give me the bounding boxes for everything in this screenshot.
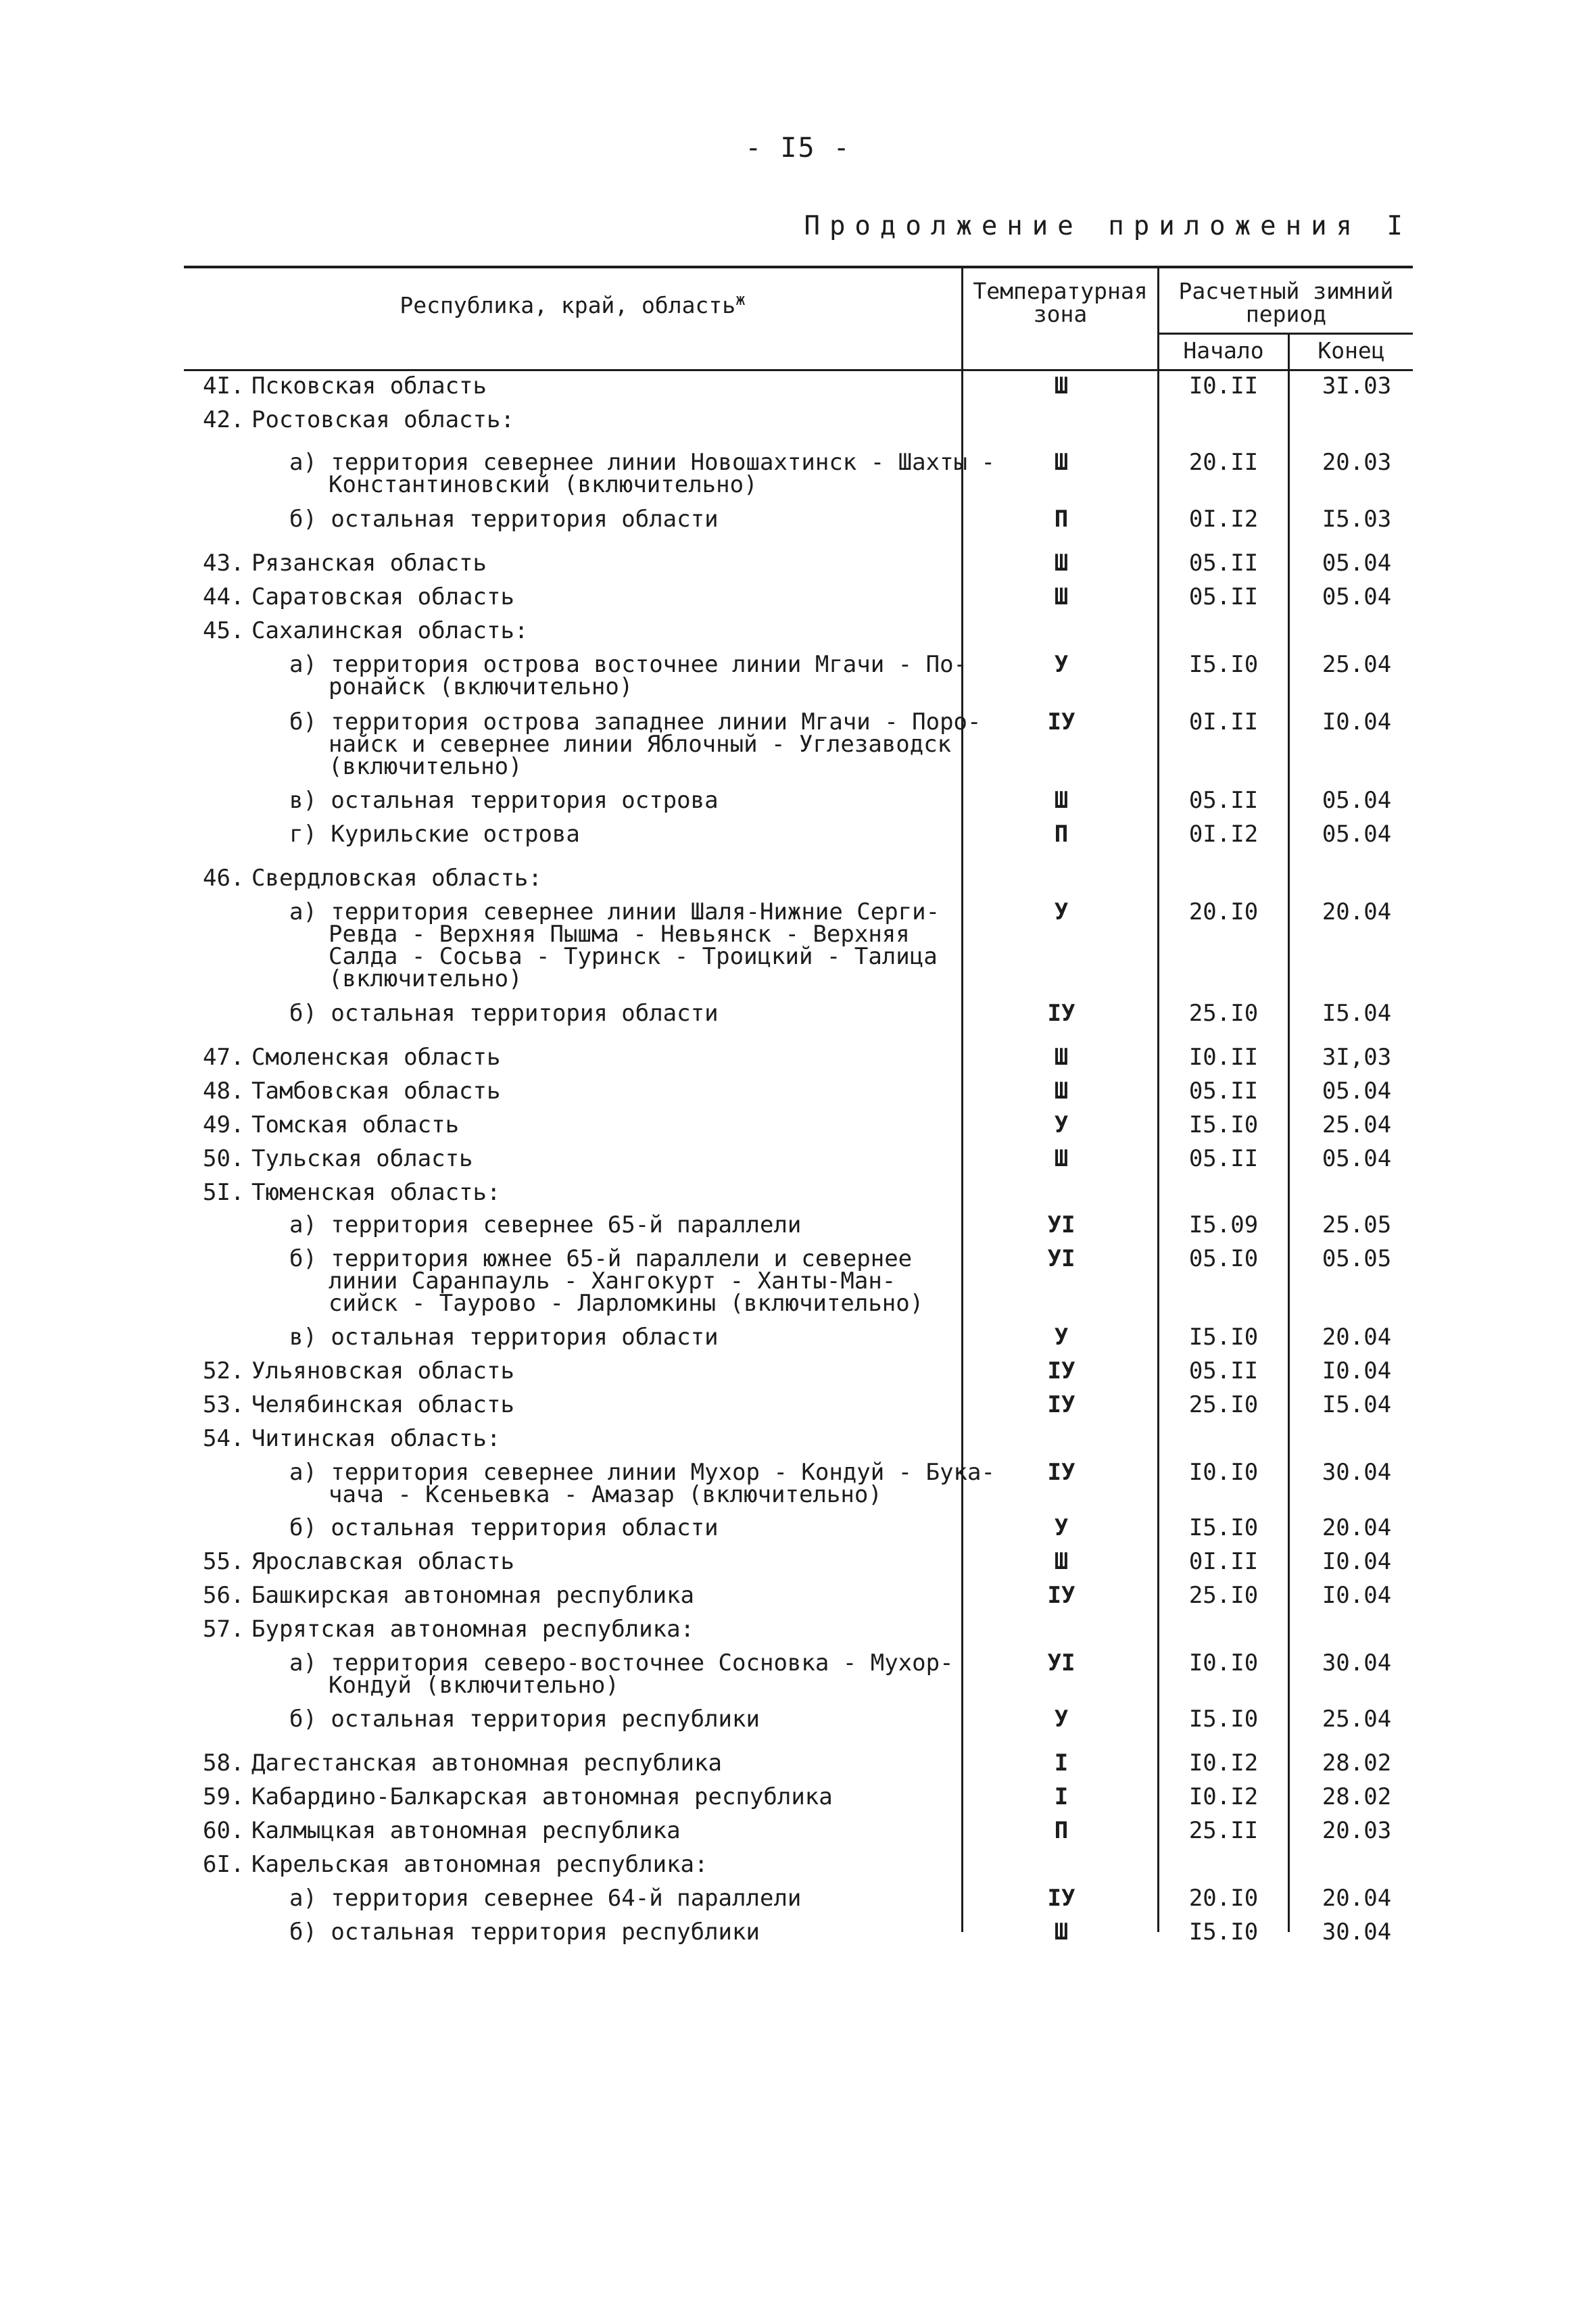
start-date: 20.I0 (1188, 1885, 1259, 1912)
subregion-name (289, 898, 965, 992)
region-name: Ульяновская область (251, 1357, 514, 1384)
subregion-line: Кондуй (включительно) (329, 1672, 619, 1699)
row-number: 50. (203, 1145, 245, 1172)
zone-value: У (1054, 1324, 1069, 1351)
start-date: 05.II (1188, 787, 1259, 814)
end-date: 30.04 (1322, 1649, 1392, 1677)
start-date: I5.09 (1188, 1211, 1259, 1238)
start-date: I5.I0 (1188, 651, 1259, 678)
start-date: I0.I0 (1188, 1459, 1259, 1486)
row-number: 42. (203, 406, 245, 433)
start-date: I0.I2 (1188, 1783, 1259, 1810)
subregion-line: сийск - Таурово - Ларломкины (включительно) (329, 1290, 924, 1317)
page-number: - I5 - (745, 132, 851, 164)
header-region (184, 288, 961, 317)
region-name: Тамбовская область (251, 1078, 501, 1105)
subregion-name (289, 1649, 965, 1699)
start-date: 05.II (1188, 1145, 1259, 1172)
end-date: 05.04 (1322, 787, 1392, 814)
subregion-line: б) территория южнее 65-й параллели и севернее (289, 1245, 913, 1272)
end-date: 20.04 (1322, 1324, 1392, 1351)
row-number: 47. (203, 1044, 245, 1071)
subregion-line: (включительно) (329, 965, 523, 992)
subregion-line: б) остальная территория области (289, 1000, 719, 1027)
subregion-line: Салда - Сосьва - Туринск - Троицкий - Талица (329, 943, 938, 970)
end-date: 20.04 (1322, 1885, 1392, 1912)
header-start: Начало (1183, 337, 1264, 364)
end-date: 3I.03 (1322, 372, 1392, 400)
region-name: Рязанская область (251, 550, 487, 577)
region-name: Дагестанская автономная республика (251, 1750, 722, 1777)
region-name: Читинская область: (251, 1425, 501, 1452)
region-name: Смоленская область (251, 1044, 501, 1071)
end-date: 25.04 (1322, 651, 1392, 678)
start-date: I5.I0 (1188, 1706, 1259, 1733)
row-number: 4I. (203, 372, 245, 400)
row-number: 59. (203, 1783, 245, 1810)
region-name: Бурятская автономная республика: (251, 1616, 695, 1643)
zone-value: У (1054, 898, 1069, 925)
zone-value: П (1054, 506, 1069, 533)
header-region-mark: ж (735, 290, 746, 309)
region-name: Сахалинская область: (251, 617, 529, 644)
subregion-name (289, 1514, 965, 1541)
end-date: 20.03 (1322, 449, 1392, 476)
zone-value: Ш (1054, 1548, 1069, 1575)
header-zone-line2: зона (1033, 301, 1088, 327)
subregion-name (289, 1708, 965, 1731)
zone-value: Ш (1054, 583, 1069, 610)
end-date: 28.02 (1322, 1783, 1392, 1810)
subregion-name (289, 1211, 965, 1238)
end-date: I0.04 (1322, 1548, 1392, 1575)
end-date: I5.03 (1322, 506, 1392, 533)
row-number: 48. (203, 1078, 245, 1105)
header-zone-line1: Температурная (973, 278, 1148, 304)
end-date: 05.04 (1322, 821, 1392, 848)
subregion-line: б) остальная территория области (289, 506, 719, 533)
zone-value: Ш (1054, 1145, 1069, 1172)
end-date: 05.04 (1322, 1145, 1392, 1172)
column-divider-period (1157, 266, 1159, 1932)
zone-value: I (1054, 1783, 1069, 1810)
start-date: I0.I0 (1188, 1649, 1259, 1677)
row-number: 45. (203, 617, 245, 644)
region-name: Башкирская автономная республика (251, 1582, 695, 1609)
start-date: 05.II (1188, 583, 1259, 610)
table-top-rule (184, 266, 1413, 268)
region-name: Карельская автономная республика: (251, 1851, 708, 1878)
start-date: 05.II (1188, 1357, 1259, 1384)
subregion-line: б) территория острова западнее линии Мгачи - Поро- (289, 708, 982, 736)
zone-value: Ш (1054, 372, 1069, 400)
region-name: Ярославская область (251, 1548, 514, 1575)
end-date: I5.04 (1322, 1000, 1392, 1027)
start-date: 25.I0 (1188, 1582, 1259, 1609)
zone-value: Ш (1054, 550, 1069, 577)
end-date: 25.05 (1322, 1211, 1392, 1238)
row-number: 43. (203, 550, 245, 577)
end-date: 28.02 (1322, 1750, 1392, 1777)
start-date: 20.I0 (1188, 898, 1259, 925)
header-region-label: Республика, край, область (400, 292, 736, 318)
region-name: Ростовская область: (251, 406, 514, 433)
row-number: 46. (203, 865, 245, 892)
zone-value: УI (1047, 1649, 1075, 1677)
header-period (1159, 280, 1413, 326)
zone-value: I (1054, 1750, 1069, 1777)
header-end: Конец (1317, 337, 1385, 364)
zone-value: IУ (1047, 1391, 1075, 1418)
start-date: 0I.I2 (1188, 506, 1259, 533)
column-divider-end (1288, 333, 1290, 1932)
subregion-line: г) Курильские острова (289, 821, 580, 848)
zone-value: УI (1047, 1245, 1075, 1272)
row-number: 49. (203, 1111, 245, 1138)
subregion-line: а) территория севернее линии Мухор - Кондуй - Бука- (289, 1459, 995, 1486)
subregion-line: линии Саранпауль - Хангокурт - Ханты-Ман- (329, 1268, 896, 1295)
subregion-line: Константиновский (включительно) (329, 471, 758, 498)
header-period-line2: период (1245, 301, 1327, 327)
region-name: Свердловская область: (251, 865, 542, 892)
subregion-line: б) остальная территория области (289, 1514, 719, 1541)
start-date: I5.I0 (1188, 1111, 1259, 1138)
start-date: 25.II (1188, 1817, 1259, 1844)
subregion-line: а) территория севернее линии Новошахтинск - Шахты - (289, 449, 995, 476)
header-period-line1: Расчетный зимний (1178, 278, 1394, 304)
subregion-name (289, 1326, 965, 1349)
subregion-name (289, 1921, 965, 1944)
zone-value: У (1054, 1111, 1069, 1138)
end-date: 20.04 (1322, 1514, 1392, 1541)
end-date: I0.04 (1322, 1582, 1392, 1609)
zone-value: П (1054, 821, 1069, 848)
zone-value: У (1054, 651, 1069, 678)
subregion-line: в) остальная территория острова (289, 787, 719, 814)
zone-value: Ш (1054, 1044, 1069, 1071)
end-date: 30.04 (1322, 1919, 1392, 1946)
start-date: I0.I2 (1188, 1750, 1259, 1777)
row-number: 55. (203, 1548, 245, 1575)
end-date: 05.05 (1322, 1245, 1392, 1272)
zone-value: Ш (1054, 1078, 1069, 1105)
zone-value: IУ (1047, 1357, 1075, 1384)
end-date: 05.04 (1322, 550, 1392, 577)
start-date: 0I.II (1188, 1548, 1259, 1575)
start-date: 05.II (1188, 1078, 1259, 1105)
start-date: 25.I0 (1188, 1391, 1259, 1418)
region-name: Томская область (251, 1111, 460, 1138)
subregion-line: (включительно) (329, 753, 523, 780)
header-bottom-rule (184, 369, 1413, 371)
zone-value: IУ (1047, 1459, 1075, 1486)
zone-value: IУ (1047, 1582, 1075, 1609)
subregion-name (289, 787, 965, 814)
subregion-name (289, 449, 995, 498)
subregion-name (289, 1459, 995, 1508)
end-date: 30.04 (1322, 1459, 1392, 1486)
end-date: I0.04 (1322, 708, 1392, 736)
end-date: I0.04 (1322, 1357, 1392, 1384)
subregion-line: а) территория севернее 64-й параллели (289, 1885, 802, 1912)
row-number: 54. (203, 1425, 245, 1452)
zone-value: У (1054, 1514, 1069, 1541)
region-name: Кабардино-Балкарская автономная республика (251, 1783, 833, 1810)
subregion-name (289, 651, 968, 700)
start-date: 0I.I2 (1188, 821, 1259, 848)
start-date: I5.I0 (1188, 1919, 1259, 1946)
subregion-line: а) территория острова восточнее линии Мгачи - По- (289, 651, 968, 678)
zone-value: IУ (1047, 1000, 1075, 1027)
zone-value: IУ (1047, 1885, 1075, 1912)
region-name: Челябинская область (251, 1391, 514, 1418)
end-date: I5.04 (1322, 1391, 1392, 1418)
subregion-line: чача - Ксеньевка - Амазар (включительно) (329, 1481, 882, 1508)
start-date: 05.II (1188, 550, 1259, 577)
subregion-line: найск и севернее линии Яблочный - Углезаводск (329, 731, 952, 758)
zone-value: Ш (1054, 449, 1069, 476)
end-date: 20.04 (1322, 898, 1392, 925)
start-date: I0.II (1188, 372, 1259, 400)
end-date: 3I,03 (1322, 1044, 1392, 1071)
zone-value: П (1054, 1817, 1069, 1844)
start-date: I0.II (1188, 1044, 1259, 1071)
region-name: Тульская область (251, 1145, 473, 1172)
header-subrule (1157, 333, 1413, 335)
header-zone (963, 280, 1157, 326)
row-number: 6I. (203, 1851, 245, 1878)
subregion-line: б) остальная территория республики (289, 1919, 760, 1946)
zone-value: Ш (1054, 1919, 1069, 1946)
subregion-name (289, 1245, 965, 1317)
subregion-line: а) территория севернее линии Шаля-Нижние Серги- (289, 898, 940, 925)
start-date: 0I.II (1188, 708, 1259, 736)
row-number: 5I. (203, 1179, 245, 1206)
region-name: Тюменская область: (251, 1179, 501, 1206)
row-number: 52. (203, 1357, 245, 1384)
zone-value: УI (1047, 1211, 1075, 1238)
start-date: 05.I0 (1188, 1245, 1259, 1272)
subregion-line: а) территория северо-восточнее Сосновка - Мухор- (289, 1649, 954, 1677)
subregion-line: ронайск (включительно) (329, 673, 633, 700)
row-number: 60. (203, 1817, 245, 1844)
subregion-name (289, 508, 965, 531)
subregion-line: а) территория севернее 65-й параллели (289, 1211, 802, 1238)
region-name: Саратовская область (251, 583, 514, 610)
subregion-line: Ревда - Верхняя Пышма - Невьянск - Верхняя (329, 921, 910, 948)
start-date: 25.I0 (1188, 1000, 1259, 1027)
row-number: 53. (203, 1391, 245, 1418)
start-date: I5.I0 (1188, 1514, 1259, 1541)
subregion-name (289, 1000, 965, 1027)
row-number: 44. (203, 583, 245, 610)
region-name: Калмыцкая автономная республика (251, 1817, 681, 1844)
start-date: 20.II (1188, 449, 1259, 476)
subregion-line: в) остальная территория области (289, 1324, 719, 1351)
end-date: 05.04 (1322, 583, 1392, 610)
end-date: 05.04 (1322, 1078, 1392, 1105)
end-date: 25.04 (1322, 1111, 1392, 1138)
subregion-name (289, 823, 965, 846)
start-date: I5.I0 (1188, 1324, 1259, 1351)
zone-value: У (1054, 1706, 1069, 1733)
zone-value: Ш (1054, 787, 1069, 814)
row-number: 58. (203, 1750, 245, 1777)
row-number: 56. (203, 1582, 245, 1609)
end-date: 25.04 (1322, 1706, 1392, 1733)
subregion-line: б) остальная территория республики (289, 1706, 760, 1733)
end-date: 20.03 (1322, 1817, 1392, 1844)
zone-value: IУ (1047, 708, 1075, 736)
row-number: 57. (203, 1616, 245, 1643)
region-name: Псковская область (251, 372, 487, 400)
subregion-name (289, 1887, 965, 1910)
subregion-name (289, 708, 982, 780)
continuation-caption: Продолжение приложения I (804, 211, 1412, 241)
